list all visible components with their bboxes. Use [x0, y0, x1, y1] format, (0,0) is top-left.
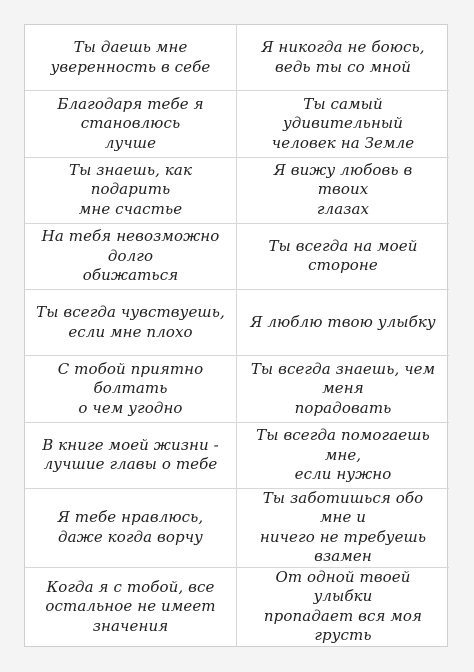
card-help [237, 423, 449, 489]
card-text: Ты всегда чувствуешь, если мне плохо [36, 303, 225, 341]
card-text: С тобой приятно болтать о чем угодно [57, 359, 204, 417]
card-confidence [25, 25, 237, 91]
card-make-happy [237, 356, 449, 422]
card-better [25, 91, 237, 157]
card-text: Ты заботишься обо мне и ничего не требуешь взамен [259, 488, 427, 566]
card-feel-bad [25, 290, 237, 356]
card-text: Когда я с тобой, все остальное не имеет значения [45, 577, 216, 635]
card-text: Ты самый удивительный человек на Земле [271, 94, 415, 152]
card-text: Я никогда не боюсь, ведь ты со мной [261, 38, 425, 76]
card-text: Ты знаешь, как подарить мне счастье [68, 160, 193, 218]
card-text: На тебя невозможно долго обижаться [41, 227, 220, 285]
card-text: Ты всегда знаешь, чем меня порадовать [250, 359, 436, 417]
card-smile-sadness [237, 568, 449, 646]
card-book-of-life [25, 423, 237, 489]
card-cant-be-mad [25, 224, 237, 290]
card-text: В книге моей жизни - лучшие главы о тебе [42, 435, 219, 474]
card-amazing-person [237, 91, 449, 157]
card-chat [25, 356, 237, 422]
card-like-me [25, 489, 237, 568]
card-text: Ты всегда помогаешь мне, если нужно [256, 426, 430, 484]
card-text: Благодаря тебе я становлюсь лучше [57, 94, 204, 152]
card-text: Ты даешь мне уверенность в себе [50, 38, 211, 76]
card-text: Ты всегда на моей стороне [268, 236, 418, 275]
card-text: Я тебе нравлюсь, даже когда ворчу [57, 508, 204, 546]
cards-grid [24, 24, 448, 647]
card-never-afraid [237, 25, 449, 91]
card-text: Я люблю твою улыбку [250, 313, 436, 332]
card-love-eyes [237, 158, 449, 224]
card-text: Я вижу любовь в твоих глазах [273, 160, 413, 218]
card-love-smile [237, 290, 449, 356]
card-text: От одной твоей улыбки пропадает вся моя грусть [263, 567, 423, 645]
card-with-you [25, 568, 237, 646]
card-care [237, 489, 449, 568]
card-happiness [25, 158, 237, 224]
card-on-my-side [237, 224, 449, 290]
